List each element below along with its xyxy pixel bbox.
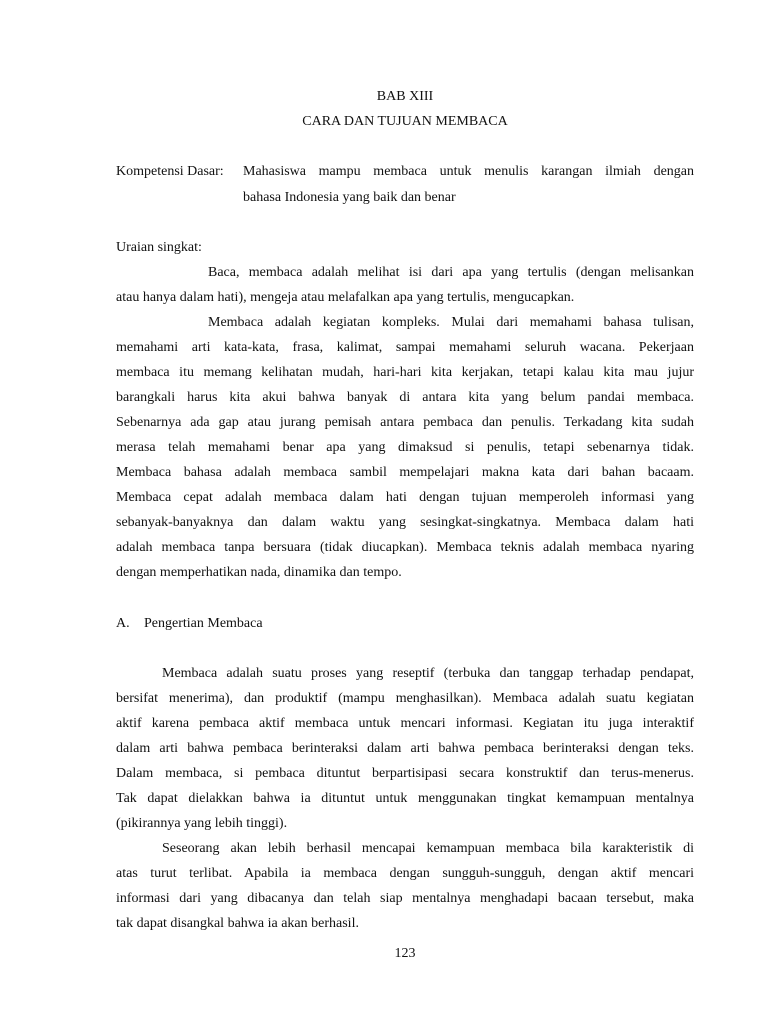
uraian-line: membaca itu memang kelihatan mudah, hari-hari kita kerjakan, tetapi kalau kita mau jujur: [116, 365, 694, 380]
kompetensi-text-2: bahasa Indonesia yang baik dan benar: [243, 190, 456, 205]
kompetensi-label: Kompetensi Dasar:: [116, 164, 224, 179]
uraian-line: merasa telah memahami benar apa yang dimaksud si penulis, tetapi sebenarnya tidak.: [116, 440, 694, 455]
chapter-title: CARA DAN TUJUAN MEMBACA: [302, 114, 508, 129]
uraian-line: adalah membaca tanpa bersuara (tidak diucapkan). Membaca teknis adalah membaca nyaring: [116, 540, 694, 555]
section-a-line: atas turut terlibat. Apabila ia membaca dengan sungguh-sungguh, dengan aktif mencari: [116, 866, 694, 881]
section-a-line: aktif karena pembaca aktif membaca untuk mencari informasi. Kegiatan itu juga interaktif: [116, 716, 694, 731]
page-number: 123: [394, 946, 416, 961]
section-a-letter: A.: [116, 616, 130, 631]
uraian-line: dengan memperhatikan nada, dinamika dan tempo.: [116, 565, 402, 580]
uraian-line: atau hanya dalam hati), mengeja atau melafalkan apa yang tertulis, mengucapkan.: [116, 290, 575, 305]
section-a-line: tak dapat disangkal bahwa ia akan berhasil.: [116, 916, 359, 931]
section-a-line: Dalam membaca, si pembaca dituntut berpartisipasi secara konstruktif dan terus-menerus.: [116, 766, 694, 781]
kompetensi-text-1: Mahasiswa mampu membaca untuk menulis karangan ilmiah dengan: [243, 164, 694, 179]
section-a-line: Tak dapat dielakkan bahwa ia dituntut untuk menggunakan tingkat kemampuan mentalnya: [116, 791, 694, 806]
section-a-line: informasi dari yang dibacanya dan telah siap mentalnya menghadapi bacaan tersebut, maka: [116, 891, 694, 906]
section-a-line: (pikirannya yang lebih tinggi).: [116, 816, 288, 831]
uraian-line: Membaca adalah kegiatan kompleks. Mulai dari memahami bahasa tulisan,: [208, 315, 694, 330]
chapter-number: BAB XIII: [376, 89, 434, 104]
section-a-title: Pengertian Membaca: [144, 616, 263, 631]
section-a-line: bersifat menerima), dan produktif (mampu menghasilkan). Membaca adalah suatu kegiatan: [116, 691, 694, 706]
uraian-line: Membaca bahasa adalah membaca sambil mempelajari makna kata dari bahan bacaam.: [116, 465, 694, 480]
section-a-line: dalam arti bahwa pembaca berinteraksi dalam arti bahwa pembaca berinteraksi dengan teks.: [116, 741, 694, 756]
uraian-line: Baca, membaca adalah melihat isi dari apa yang tertulis (dengan melisankan: [208, 265, 694, 280]
uraian-line: Sebenarnya ada gap atau jurang pemisah antara pembaca dan penulis. Terkadang kita sudah: [116, 415, 694, 430]
section-a-line: Membaca adalah suatu proses yang reseptif (terbuka dan tanggap terhadap pendapat,: [162, 666, 694, 681]
uraian-line: barangkali harus kita akui bahwa banyak di antara kita yang belum pandai membaca.: [116, 390, 694, 405]
uraian-line: sebanyak-banyaknya dan dalam waktu yang sesingkat-singkatnya. Membaca dalam hati: [116, 515, 694, 530]
section-a-line: Seseorang akan lebih berhasil mencapai kemampuan membaca bila karakteristik di: [162, 841, 694, 856]
uraian-line: memahami arti kata-kata, frasa, kalimat, sampai memahami seluruh wacana. Pekerjaan: [116, 340, 694, 355]
uraian-line: Membaca cepat adalah membaca dalam hati dengan tujuan memperoleh informasi yang: [116, 490, 694, 505]
uraian-heading: Uraian singkat:: [116, 240, 202, 255]
